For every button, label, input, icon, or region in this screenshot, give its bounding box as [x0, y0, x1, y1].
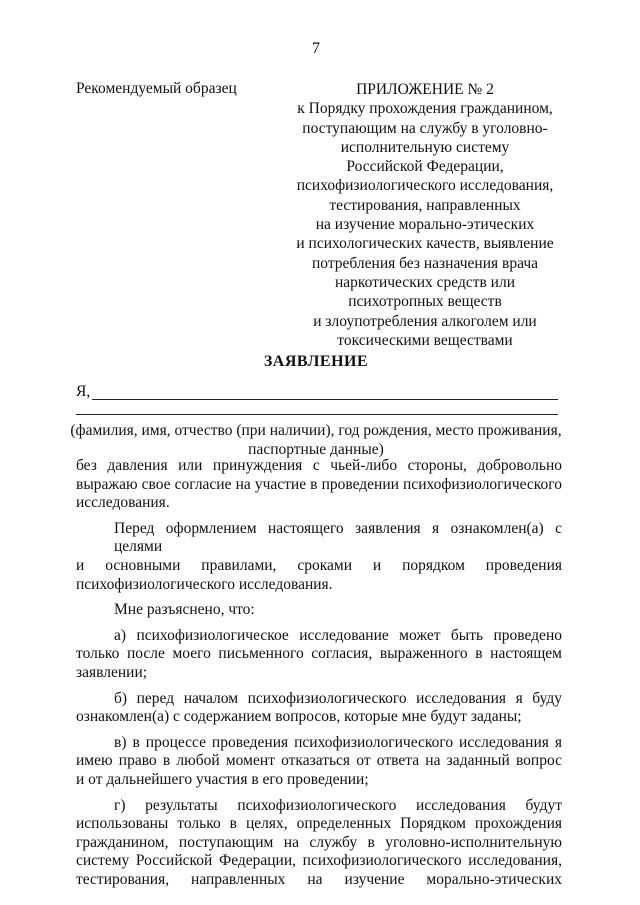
paragraph — [76, 627, 562, 683]
appendix-line: потребления без назначения врача — [311, 254, 538, 272]
paragraph-line: Перед оформлением настоящего заявления я ознакомлен(а) с целями — [114, 519, 562, 556]
page-number: 7 — [312, 40, 320, 57]
paragraph — [76, 601, 562, 620]
fill-caption — [70, 421, 562, 459]
paragraph-line: психофизиологического исследования. — [76, 575, 333, 593]
statement-body — [76, 457, 562, 889]
appendix-line: Российской Федерации, — [346, 158, 504, 176]
paragraph-gap — [76, 683, 562, 690]
paragraph-gap — [76, 790, 562, 797]
appendix-line: к Порядку прохождения гражданином, — [297, 100, 553, 118]
appendix-line: токсическими веществами — [337, 331, 513, 349]
name-fill-line — [92, 399, 558, 400]
paragraph-line: Мне разъяснено, что: — [114, 601, 255, 619]
appendix-line: и психологических качеств, выявление — [296, 235, 554, 253]
paragraph-line: б) перед началом психофизиологического исследования я буду — [114, 689, 562, 707]
appendix-line: и злоупотребления алкоголем или — [313, 312, 537, 330]
appendix-line: наркотических средств или — [334, 273, 516, 291]
paragraph-line: имею право в любой момент отказаться от ответа на заданный вопрос — [76, 752, 562, 770]
paragraph-line: исследования. — [76, 494, 170, 512]
paragraph-line: систему Российской Федерации, психофизиологического исследования, — [76, 852, 562, 870]
paragraph-gap — [76, 513, 562, 520]
appendix-line: исполнительную систему — [340, 138, 510, 156]
paragraph-line: заявлении; — [76, 663, 148, 681]
paragraph-line: использованы только в целях, определенных Порядком прохождения — [76, 815, 562, 833]
paragraph-line: а) психофизиологическое исследование может быть проведено — [114, 626, 562, 644]
paragraph — [76, 690, 562, 727]
paragraph — [76, 797, 562, 890]
paragraph — [76, 520, 562, 594]
recommended-sample-label: Рекомендуемый образец — [76, 80, 237, 97]
paragraph-line: г) результаты психофизиологического исследования будут — [114, 796, 562, 814]
appendix-header — [290, 80, 560, 350]
ya-label: Я, — [76, 383, 91, 400]
paragraph-gap — [76, 620, 562, 627]
paragraph-line: только после моего письменного согласия, выраженного в настоящем — [76, 645, 562, 663]
paragraph-gap — [76, 727, 562, 734]
paragraph-line: без давления или принуждения с чьей-либо стороны, добровольно — [76, 457, 562, 474]
paragraph-gap — [76, 594, 562, 601]
caption-line: (фамилия, имя, отчество (при наличии), год рождения, место проживания, — [70, 422, 562, 439]
paragraph-line: тестирования, направленных на изучение морально-этических — [76, 870, 562, 888]
appendix-line: психофизиологического исследования, — [296, 177, 554, 195]
paragraph-line: выражаю свое согласие на участие в проведении психофизиологического — [76, 475, 562, 493]
caption-line: паспортные данные) — [248, 441, 384, 458]
appendix-line: на изучение морально-этических — [315, 216, 535, 234]
paragraph-line: гражданином, поступающим на службу в уголовно-исполнительную — [76, 833, 562, 851]
appendix-line: ПРИЛОЖЕНИЕ № 2 — [356, 81, 494, 98]
paragraph-line: ознакомлен(а) с содержанием вопросов, которые мне будут заданы; — [76, 708, 522, 726]
appendix-line: психотропных веществ — [348, 293, 502, 311]
document-title: ЗАЯВЛЕНИЕ — [263, 353, 369, 370]
appendix-line: тестирования, направленных — [329, 196, 521, 214]
name-fill-line-2 — [76, 414, 558, 415]
paragraph — [76, 457, 562, 513]
paragraph-line: в) в процессе проведения психофизиологического исследования я — [114, 733, 562, 751]
appendix-line: поступающим на службу в уголовно- — [302, 119, 548, 137]
paragraph-line: и от дальнейшего участия в его проведении; — [76, 770, 369, 788]
paragraph — [76, 734, 562, 790]
paragraph-line: и основными правилами, сроками и порядком проведения — [76, 556, 562, 574]
